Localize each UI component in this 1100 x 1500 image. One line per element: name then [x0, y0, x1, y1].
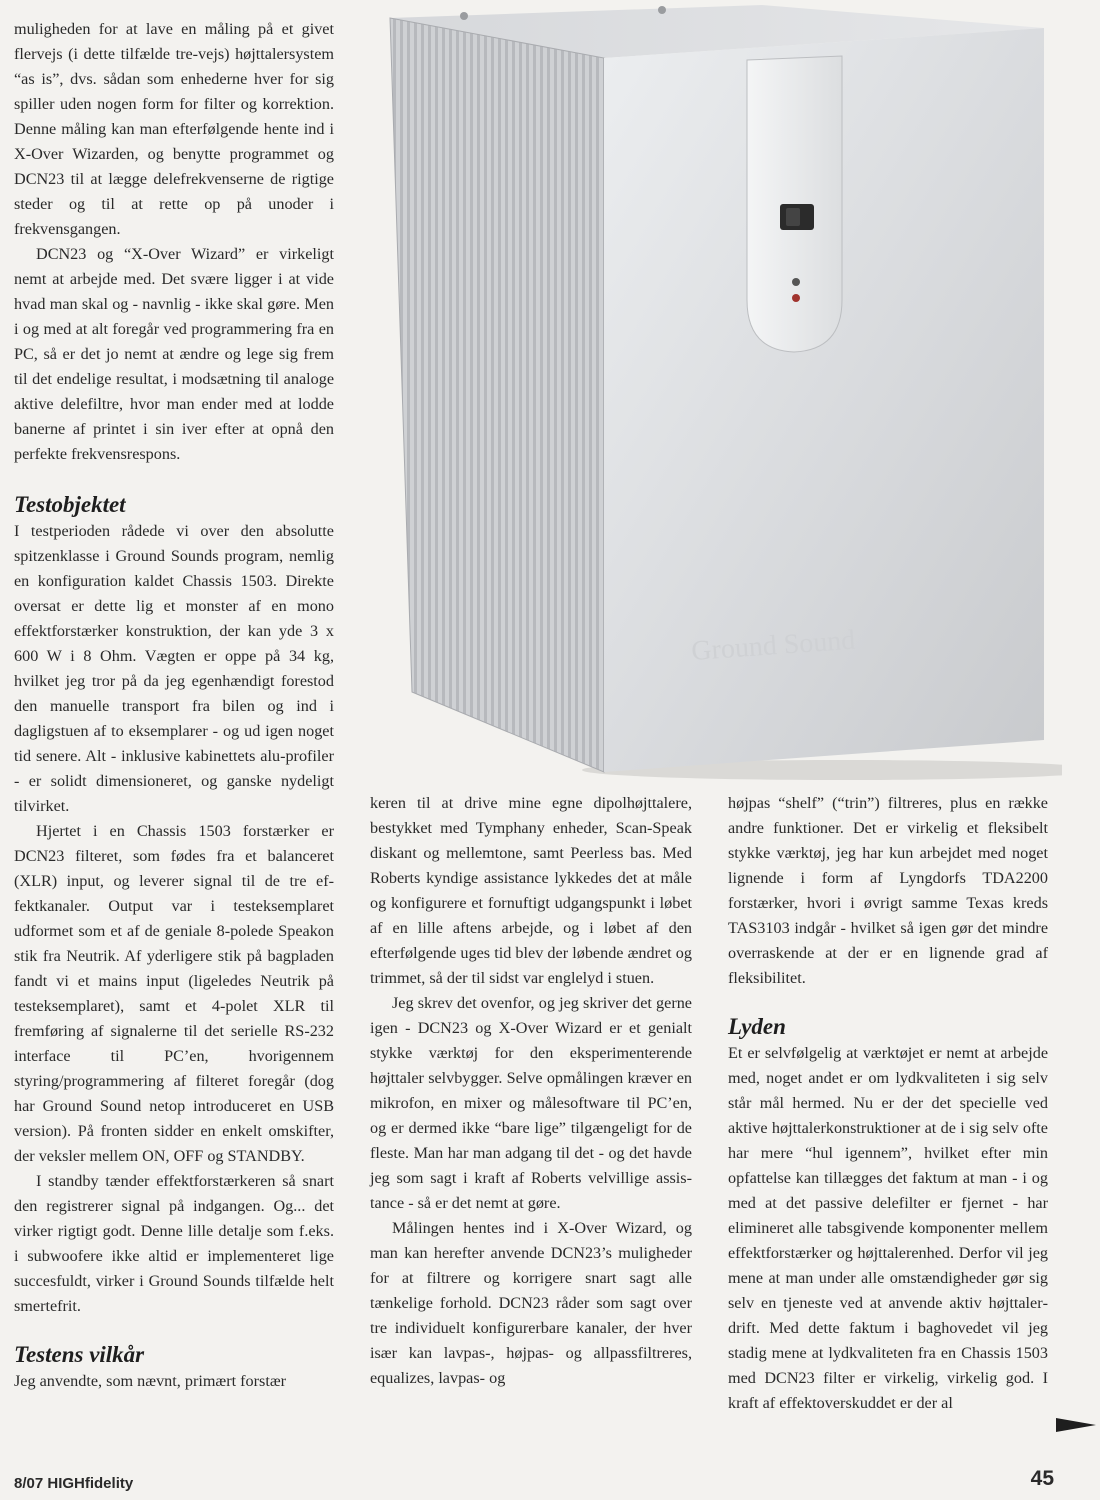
article-column-2: [370, 791, 692, 1391]
paragraph: DCN23 og “X-Over Wizard” er virkeligt nemt at arbejde med. Det svære ligger i at vide hvad man skal og - navnlig - ikke skal gøre. Men i og med at alt foregår ved programmering fra en PC, så er det jo nemt at ændre og lege sig frem til det endelige resultat, i modsætning til analoge aktive delefiltre, hvor man ender med at lodde banerne af printet i sin iver efter at opnå den perfekte frekvensrespons.: [14, 245, 334, 463]
paragraph: Hjertet i en Chassis 1503 forstærker er DCN23 filteret, som fødes fra et balanceret (XLR) input, og leverer signal til de tre effektkanaler. Output var i testeksemplaret udformet som et af de geniale 8-polede Speakon stik fra Neutrik. Af yderligere stik på bagpladen fandt vi et mains input (ligeledes Neutrik på testeksemplaret), samt et 4-polet XLR til fremføring af signalerne til det serielle RS-232 interface til PC’en, hvorigennem styring/programmering af filteret foregår (dog har Ground Sound netop introduceret en USB version). På fronten sidder en enkelt omskifter, der veksler mellem ON, OFF og STANDBY.: [14, 822, 334, 1165]
section-heading-testens-vilkar: Testens vilkår: [14, 1342, 145, 1367]
footer-issue: 8/07 HIGHfidelity: [14, 1475, 134, 1492]
article-column-1: [14, 17, 334, 1394]
article-column-3: [728, 791, 1048, 1416]
section-heading-testobjektet: Testobjektet: [14, 492, 126, 517]
paragraph: I standby tænder effektforstærkeren så snart den registrerer signal på indgangen. Og... det virker rigtigt godt. Denne lille detalje som f.eks. i subwoofere ikke altid er implementeret lige succesfuldt, virker i Ground Sounds tilfælde helt smertefrit.: [14, 1172, 334, 1315]
paragraph: I testperioden rådede vi over den absolutte spitzenklasse i Ground Sounds program, nemlig en konfiguration kaldet Chassis 1503. Direkte oversat er dette lig et monster af en mono effektforstærker konstruktion, der kan yde 3 x 600 W i 8 Ohm. Vægten er oppe på 34 kg, hvilket jeg tror på da jeg egenhændigt forestod den manuelle transport fra bilen og ind i dagligstuen af to eksemplarer - og ud igen noget tid senere. Alt - inklusive kabinettets alu-profiler - er solidt dimensioneret, og ganske nydeligt tilvirket.: [14, 522, 334, 815]
section-heading-lyden: Lyden: [728, 1014, 786, 1039]
paragraph: keren til at drive mine egne dipolhøjttalere, bestykket med Tymphany enheder, Scan-Speak diskant og mellemtone, samt Peerless bas. Med Roberts kyndige assistance lykkedes det at måle og konfigurere et fornuftigt udgangspunkt i løbet af en lille aftens arbejde, og i løbet af den efterfølgende uges tid blev der løbende ændret og trimmet, så der til sidst var englelyd i stuen.: [370, 794, 692, 987]
amplifier-photo: [372, 0, 1062, 782]
svg-text:Ground Sound: Ground Sound: [690, 624, 857, 667]
paragraph: muligheden for at lave en måling på et givet flervejs (i dette tilfælde tre-vejs) højttalersystem “as is”, dvs. sådan som enhederne hver for sig spiller uden nogen form for filter og korrektion. Denne måling kan man efterfølgende hente ind i X-Over Wizarden, og benytte programmet og DCN23 til at lægge delefrekvenserne de rigtige steder og til at rette op på unoder i frekvensgangen.: [14, 20, 334, 238]
page-number: 45: [1030, 1467, 1054, 1490]
paragraph: Jeg anvendte, som nævnt, primært forstær: [14, 1372, 287, 1390]
paragraph: Et er selvfølgelig at værktøjet er nemt at arbejde med, noget andet er om lydkvaliteten i sig selv står mål hermed. Nu er der det specielle ved aktive højttalerkonstruktioner at de i sig selv ofte har mere “hul igennem”, hvilket efter min opfattelse kan tillægges det faktum at man - i og med at det passive delefilter er fjernet - har elimineret alle tabsgivende komponenter mellem effektforstærker og højttalerenhed. Derfor vil jeg mene at man under alle omstændigheder gør sig selv en tjeneste ved at anvende aktiv højttalerdrift. Med dette faktum i baghovedet vil jeg stadig mene at lydkvaliteten fra en Chassis 1503 med DCN23 filter er virkelig, virkelig god. I kraft af effektoverskuddet er der al: [728, 1044, 1048, 1412]
paragraph: Målingen hentes ind i X-Over Wizard, og man kan herefter anvende DCN23’s muligheder for at filtrere og korrigere snart sagt alle tænkelige forhold. DCN23 råder som sagt over tre individuelt konfigurerbare kanaler, der hver især kan lavpas-, højpas- og allpassfiltreres, equalizes, lavpas- og: [370, 1219, 692, 1387]
paragraph: højpas “shelf” (“trin”) filtreres, plus en række andre funktioner. Det er virkelig et fleksibelt stykke værktøj, jeg har kun arbejdet med noget lignende i form af Lyngdorfs TDA2200 forstærker, hvori i øvrigt samme Texas kreds TAS3103 indgår - hvilket så igen gør det mindre overraskende at der er en lignende grad af fleksibilitet.: [728, 794, 1048, 987]
paragraph: Jeg skrev det ovenfor, og jeg skriver det gerne igen - DCN23 og X-Over Wizard er et genialt stykke værktøj for den eksperimenterende højttaler selvbygger. Selve opmålingen kræver en mikrofon, en mixer og målesoftware til PC’en, og er dermed ikke “bare lige” tilgængeligt for de fleste. Man har man adgang til det - og det havde jeg som sagt i kraft af Roberts velvillige assistance - så er det nemt at gøre.: [370, 994, 692, 1212]
continue-arrow-icon: [1056, 1416, 1096, 1434]
